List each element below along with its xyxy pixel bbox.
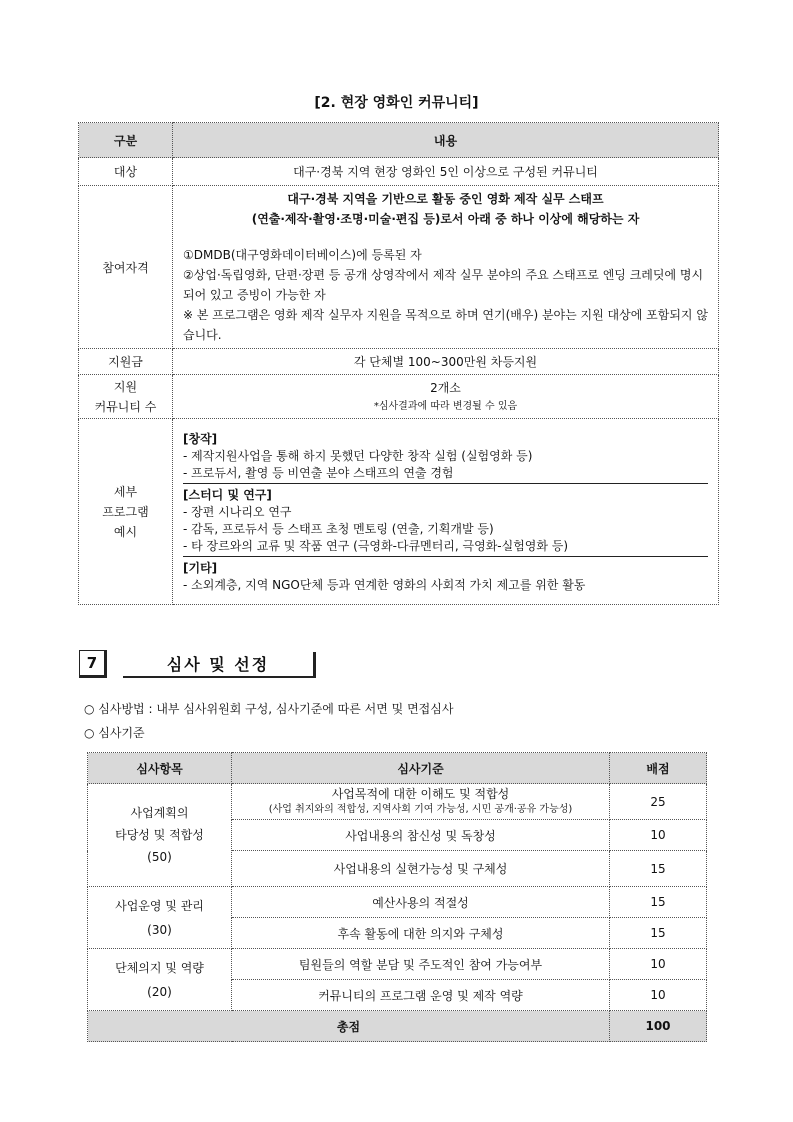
count-cell [173, 375, 719, 419]
support-value: 각 단체별 100~300만원 차등지원 [173, 349, 719, 375]
total-label: 총점 [88, 1011, 610, 1042]
detail-label [79, 419, 173, 605]
score-cell: 10 [610, 980, 707, 1011]
count-value: 2개소 [430, 380, 461, 395]
qualification-item-2: ②상업·독립영화, 단편·장편 등 공개 상영작에서 제작 실무 분야의 주요 스태프로 엔딩 크레딧에 명시되어 있고 증빙이 가능한 자 [183, 268, 704, 302]
qualification-label: 참여자격 [79, 186, 173, 349]
header-score: 배점 [610, 753, 707, 784]
target-value: 대구·경북 지역 현장 영화인 5인 이상으로 구성된 커뮤니티 [173, 158, 719, 186]
header-category: 구분 [79, 123, 173, 158]
detail-item: - 제작지원사업을 통해 하지 못했던 다양한 창작 실험 (실험영화 등) [183, 449, 533, 463]
review-table [87, 752, 707, 1042]
detail-item: - 감독, 프로듀서 등 스태프 초청 멘토링 (연출, 기획개발 등) [183, 522, 494, 536]
score-cell: 25 [610, 784, 707, 820]
target-label: 대상 [79, 158, 173, 186]
score-cell: 15 [610, 918, 707, 949]
detail-item: - 프로듀서, 촬영 등 비연출 분야 스태프의 연출 경험 [183, 466, 454, 480]
group-points: (30) [147, 922, 172, 937]
criteria-cell: 팀원들의 역할 분담 및 주도적인 참여 가능여부 [232, 949, 610, 980]
qualification-note: ※ 본 프로그램은 영화 제작 실무자 지원을 목적으로 하며 연기(배우) 분야는 지원 대상에 포함되지 않습니다. [183, 308, 708, 342]
header-criteria: 심사기준 [232, 753, 610, 784]
group-plan [88, 784, 232, 887]
group-capacity [88, 949, 232, 1011]
detail-section-title: [기타] [183, 561, 218, 575]
score-cell: 15 [610, 851, 707, 887]
detail-section-etc [183, 557, 708, 595]
criteria-cell: 후속 활동에 대한 의지와 구체성 [232, 918, 610, 949]
qualification-bold-2: (연출·제작·촬영·조명·미술·편집 등)로서 아래 중 하나 이상에 해당하는 자 [251, 212, 640, 226]
detail-label-3: 예시 [113, 524, 138, 539]
total-value: 100 [610, 1011, 707, 1042]
criteria-cell: 사업내용의 참신성 및 독창성 [232, 820, 610, 851]
detail-item: - 소외계층, 지역 NGO단체 등과 연계한 영화의 사회적 가치 제고를 위한 활동 [183, 578, 586, 592]
header-item: 심사항목 [88, 753, 232, 784]
section2-title: [2. 현장 영화인 커뮤니티] [314, 95, 479, 111]
group-name: 사업계획의 [130, 806, 189, 820]
qualification-bold-1: 대구·경북 지역을 기반으로 활동 중인 영화 제작 실무 스태프 [287, 192, 604, 206]
count-label-1: 지원 [113, 379, 138, 394]
section7-heading [79, 652, 316, 678]
community-table [78, 122, 719, 605]
criteria-cell [232, 784, 610, 820]
header-content: 내용 [173, 123, 719, 158]
score-cell: 10 [610, 949, 707, 980]
group-name: 단체의지 및 역량 [115, 960, 204, 975]
criteria-cell: 커뮤니티의 프로그램 운영 및 제작 역량 [232, 980, 610, 1011]
qualification-item-1: ①DMDB(대구영화데이터베이스)에 등록된 자 [183, 248, 422, 262]
detail-content [173, 419, 719, 605]
criteria-note: (사업 취지와의 적합성, 지역사회 기여 가능성, 시민 공개·공유 가능성) [268, 803, 573, 815]
detail-item: - 장편 시나리오 연구 [183, 505, 292, 519]
group-points: (20) [147, 984, 172, 999]
score-cell: 15 [610, 887, 707, 918]
detail-section-title: [창작] [183, 432, 218, 446]
criteria-cell: 사업내용의 실현가능성 및 구체성 [232, 851, 610, 887]
review-criteria-heading: ○ 심사기준 [84, 726, 145, 740]
group-name: 사업운영 및 관리 [115, 898, 204, 913]
section-number: 7 [79, 650, 107, 678]
score-cell: 10 [610, 820, 707, 851]
count-label [79, 375, 173, 419]
count-label-2: 커뮤니티 수 [94, 399, 157, 414]
detail-label-1: 세부 [113, 484, 138, 499]
criteria-cell: 예산사용의 적절성 [232, 887, 610, 918]
qualification-content [173, 186, 719, 349]
criteria-text: 사업목적에 대한 이해도 및 적합성 [331, 786, 510, 801]
count-note: *심사결과에 따라 변경될 수 있음 [373, 400, 518, 412]
review-method: ○ 심사방법 : 내부 심사위원회 구성, 심사기준에 따른 서면 및 면접심사 [84, 702, 454, 716]
detail-section-title: [스터디 및 연구] [183, 488, 272, 502]
group-points: (50) [147, 850, 172, 864]
support-label: 지원금 [79, 349, 173, 375]
detail-section-study [183, 484, 708, 557]
detail-section-creative [183, 428, 708, 484]
group-operation [88, 887, 232, 949]
detail-label-2: 프로그램 [102, 504, 149, 519]
group-name: 타당성 및 적합성 [115, 828, 204, 842]
detail-item: - 타 장르와의 교류 및 작품 연구 (극영화-다큐멘터리, 극영화-실험영화 등) [183, 539, 569, 553]
section-title: 심사 및 선정 [123, 652, 316, 678]
